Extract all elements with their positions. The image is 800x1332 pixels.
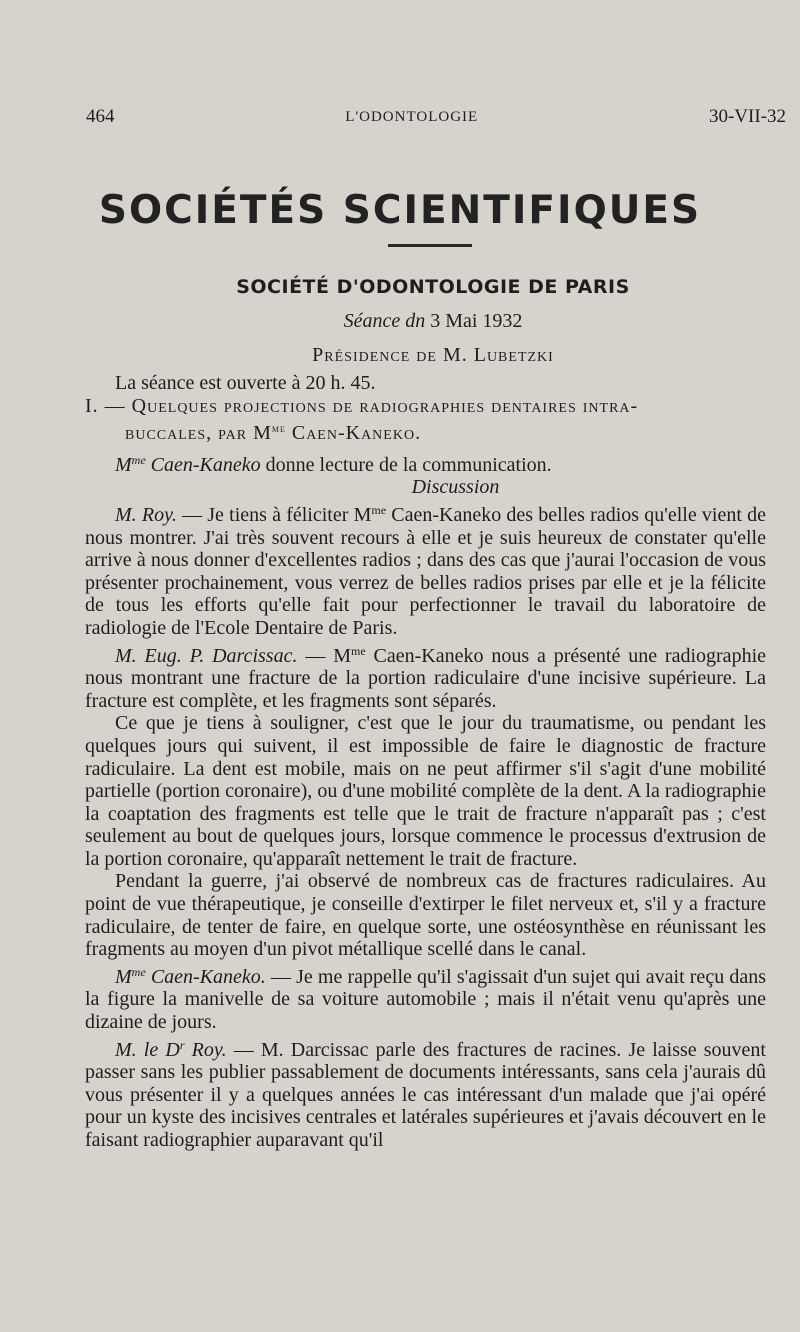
- caen-speaker: [115, 966, 266, 988]
- roy2-speaker-sup: r: [179, 1037, 185, 1052]
- darcissac-text-pre: — M: [297, 644, 351, 667]
- presidence: Présidence de M. Lubetzki: [312, 344, 554, 366]
- reading-speaker-pre: M: [115, 453, 132, 476]
- section-title: SOCIÉTÉS SCIENTIFIQUES: [98, 188, 702, 233]
- roy-text: Caen-Kaneko des belles radios qu'elle vient de nous montrer. J'ai très souvent recours à elle et je suis heureux de constater qu'elle arrive à nous donner d'excellentes radios ; dans des cas que j'aurai l'occasion de vous présenter prochainement, vous verrez de belles radios prises par elle et je la félicite de tous les efforts qu'elle fait pour perfectionner le travail du laboratoire de radiologie de l'Ecole Dentaire de Paris.: [85, 503, 766, 639]
- caen-speaker-pre: M: [115, 965, 132, 988]
- discussion-heading: Discussion: [411, 476, 500, 499]
- running-head: [86, 106, 786, 128]
- reading-speaker: [115, 454, 261, 476]
- darcissac-paragraph: [85, 640, 766, 713]
- agenda-item-text: buccales, par M: [125, 422, 272, 445]
- roy2-speaker: [115, 1039, 227, 1061]
- caen-paragraph: [85, 961, 766, 1034]
- issue-date: 30-VII-32: [708, 106, 786, 127]
- seance-date: [0, 310, 800, 333]
- seance-day: 3 Mai 1932: [430, 310, 523, 332]
- society-name: SOCIÉTÉ D'ODONTOLOGIE DE PARIS: [236, 276, 630, 298]
- guerre-paragraph: Pendant la guerre, j'ai observé de nombreux cas de fractures radiculaires. Au point de vue thérapeutique, je conseille d'extirper le filet nerveux et, s'il y a fracture radiculaire, de tenter de faire, en quelque sorte, une ostéosynthèse en réunissant les fragments au moyen d'un pivot métallique scellé dans le canal.: [85, 870, 766, 961]
- roy-speaker: M. Roy.: [115, 503, 177, 526]
- caen-speaker-sup: me: [131, 964, 146, 979]
- body-text: [85, 372, 766, 1152]
- roy2-speaker-pre: M. le D: [115, 1038, 180, 1061]
- reading-paragraph: [85, 449, 766, 477]
- roy-text-pre: — Je tiens à féliciter M: [176, 503, 372, 526]
- reading-speaker-sup: me: [131, 452, 146, 467]
- roy-paragraph: [85, 499, 766, 640]
- caen-speaker-post: Caen-Kaneko.: [145, 965, 266, 988]
- darcissac-sup: me: [350, 643, 366, 658]
- page-number: 464: [86, 106, 115, 127]
- agenda-item-sup: me: [271, 421, 286, 436]
- agenda-item-author: Caen-Kaneko.: [285, 422, 422, 445]
- journal-name: L'ODONTOLOGIE: [345, 109, 479, 125]
- darcissac-text: Caen-Kaneko nous a présenté une radiographie nous montrant une fracture de la portion radiculaire d'une incisive supérieure. La fracture est complète, et les fragments sont séparés.: [85, 644, 766, 712]
- reading-speaker-post: Caen-Kaneko: [145, 453, 261, 476]
- roy2-paragraph: [85, 1034, 766, 1152]
- roy-sup: me: [371, 502, 387, 517]
- seance-label: Séance dn: [343, 310, 426, 332]
- agenda-item-line-1: I. — Quelques projections de radiographies dentaires intra-: [85, 394, 639, 417]
- opening-paragraph: La séance est ouverte à 20 h. 45.: [115, 372, 376, 394]
- title-rule: [388, 244, 472, 247]
- roy2-speaker-post: Roy.: [184, 1038, 227, 1061]
- roy2-text: — M. Darcissac parle des fractures de racines. Je laisse souvent passer sans les publier passablement de documents intéressants, sans cela j'aurais dû vous présenter il y a quelques années le cas intéressant d'un malade que j'ai opéré pour un kyste des incisives centrales et latérales supérieures et j'avais découvert en le faisant radiographier auparavant qu'il: [85, 1038, 766, 1151]
- darcissac-speaker: M. Eug. P. Darcissac.: [115, 644, 298, 667]
- souligner-paragraph: Ce que je tiens à souligner, c'est que le jour du traumatisme, ou pendant les quelques jours qui suivent, il est impossible de faire le diagnostic de fracture radiculaire. La dent est mobile, mais on ne peut affirmer s'il s'agit d'une mobilité partielle (portion coronaire), ou d'une mobilité complète de la dent. A la radiographie la coaptation des fragments est telle que le trait de fracture n'apparaît pas ; c'est seulement au bout de quelques jours, lorsque commence le processus d'extrusion de la portion coronaire, qu'apparaît nettement le trait de fracture.: [85, 712, 766, 870]
- reading-text: donne lecture de la communication.: [260, 453, 552, 476]
- agenda-item-line-2: [85, 417, 766, 445]
- caen-text: — Je me rappelle qu'il s'agissait d'un sujet qui avait reçu dans la figure la manivelle de sa voiture automobile ; mais il n'était venu qu'après une dizaine de jours.: [85, 965, 766, 1034]
